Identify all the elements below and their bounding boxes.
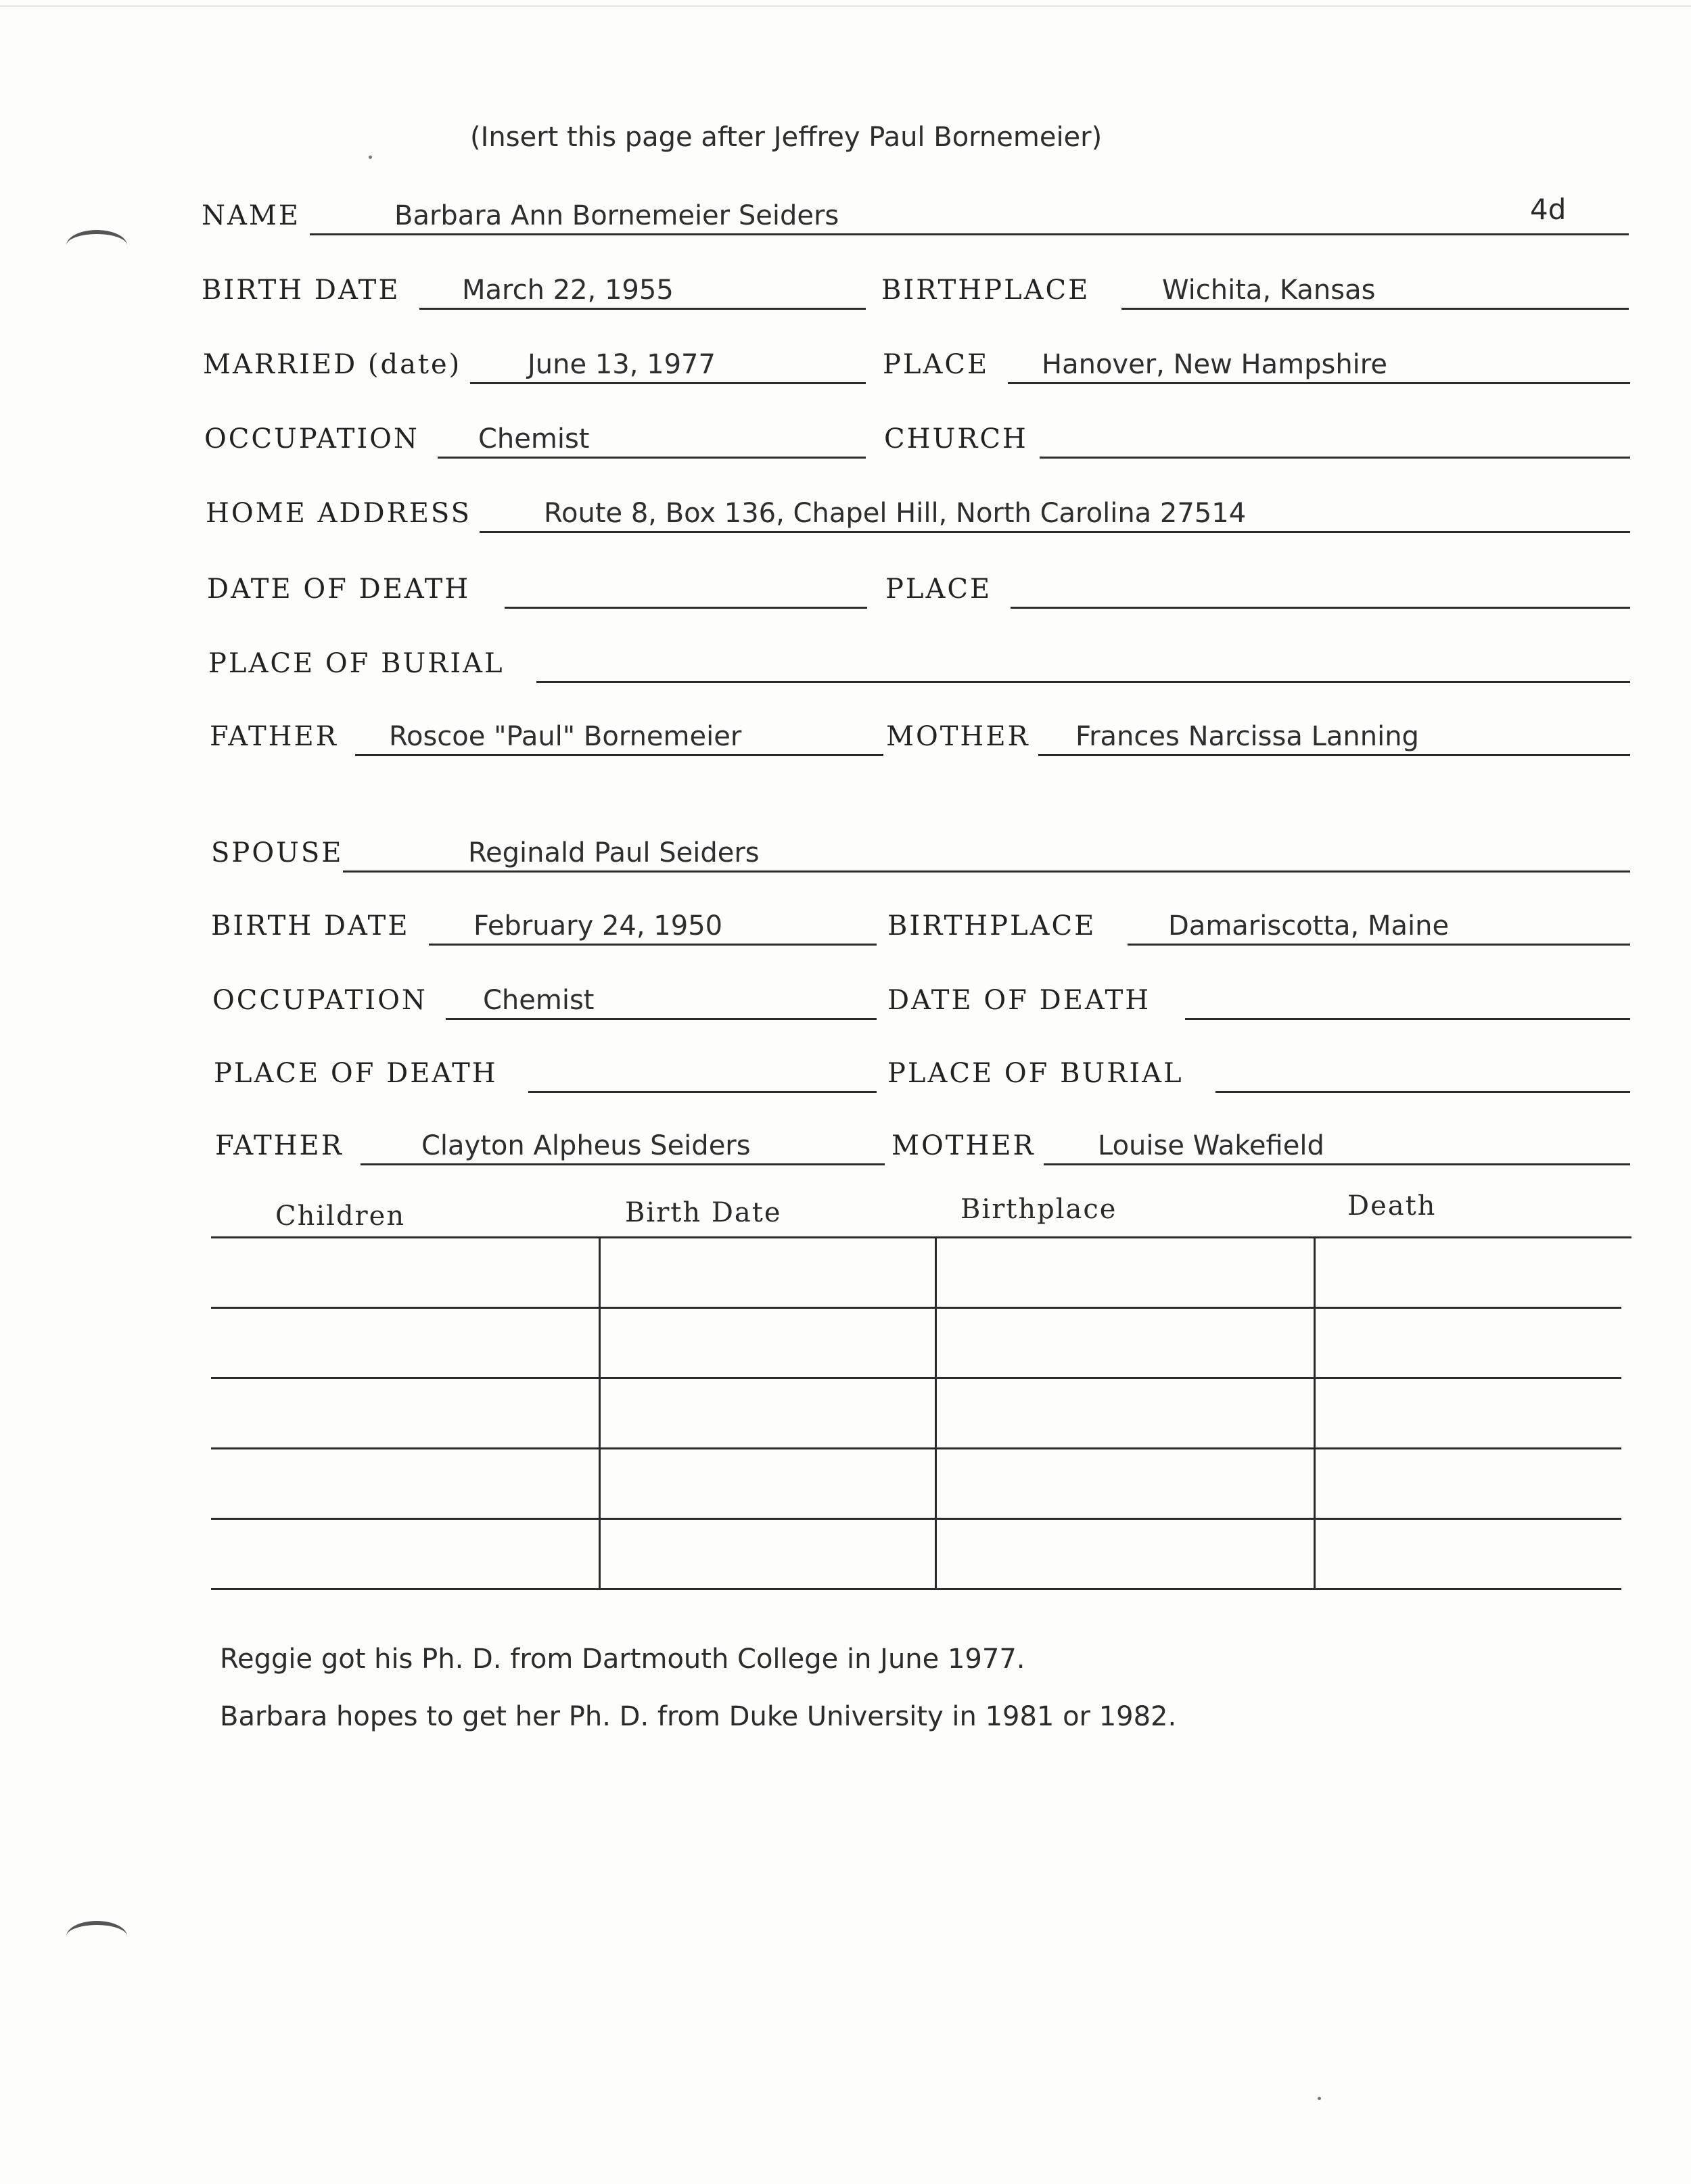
spouse-occupation-field[interactable]	[212, 974, 877, 1021]
spouse-birth-row	[211, 900, 1630, 947]
church-field[interactable]	[884, 413, 1630, 460]
spouse-father-value: Clayton Alpheus Seiders	[421, 1130, 751, 1161]
death-header: Death	[1347, 1190, 1437, 1222]
spouse-burial-field[interactable]	[887, 1047, 1630, 1094]
death-row	[207, 563, 1630, 610]
table-cell-birthplace[interactable]	[937, 1309, 1311, 1376]
spouse-place-of-death-field[interactable]	[214, 1047, 877, 1094]
table-cell-birthplace[interactable]	[937, 1520, 1311, 1587]
spouse-occupation-label: OCCUPATION	[212, 985, 427, 1016]
table-cell-birthplace[interactable]	[937, 1450, 1311, 1516]
home-address-field[interactable]	[206, 487, 1630, 534]
married-date-label: MARRIED (date)	[203, 349, 462, 380]
spouse-occupation-row	[212, 974, 1630, 1021]
birthplace-header: Birthplace	[960, 1194, 1117, 1225]
burial-label: PLACE OF BURIAL	[208, 648, 505, 679]
paper-speck	[369, 156, 372, 159]
church-line	[1040, 457, 1630, 459]
home-address-line	[480, 531, 1630, 533]
spouse-label: SPOUSE	[211, 837, 344, 868]
spouse-date-of-death-label: DATE OF DEATH	[887, 985, 1151, 1016]
name-value: Barbara Ann Bornemeier Seiders	[394, 200, 839, 231]
spouse-occupation-line	[446, 1018, 877, 1020]
burial-field[interactable]	[208, 637, 1630, 684]
birth-date-field[interactable]	[202, 264, 866, 311]
spouse-birth-date-value: February 24, 1950	[473, 910, 723, 942]
burial-row	[208, 637, 1630, 684]
date-of-death-label: DATE OF DEATH	[207, 574, 471, 605]
table-cell-birth-date[interactable]	[601, 1520, 933, 1587]
mother-line	[1038, 754, 1630, 756]
spouse-birthplace-label: BIRTHPLACE	[887, 910, 1096, 942]
table-cell-death[interactable]	[1316, 1520, 1621, 1587]
date-of-death-line	[505, 607, 867, 609]
table-row-rule	[211, 1447, 1621, 1449]
home-address-value: Route 8, Box 136, Chapel Hill, North Carolina 27514	[544, 498, 1247, 529]
table-cell-child[interactable]	[211, 1309, 597, 1376]
father-line	[355, 754, 883, 756]
name-row	[202, 189, 1629, 237]
spouse-mother-label: MOTHER	[891, 1130, 1036, 1161]
table-cell-child[interactable]	[211, 1239, 597, 1305]
table-cell-death[interactable]	[1316, 1450, 1621, 1516]
married-date-value: June 13, 1977	[528, 349, 716, 380]
spouse-date-of-death-field[interactable]	[887, 974, 1630, 1021]
spouse-father-label: FATHER	[215, 1130, 344, 1161]
church-label: CHURCH	[884, 423, 1028, 455]
mother-field[interactable]	[886, 710, 1630, 758]
spouse-value: Reginald Paul Seiders	[468, 837, 760, 868]
occupation-value: Chemist	[478, 423, 590, 455]
married-place-label: PLACE	[883, 349, 990, 380]
death-place-label: PLACE	[885, 574, 992, 605]
table-cell-birth-date[interactable]	[601, 1309, 933, 1376]
children-header: Children	[275, 1201, 406, 1232]
parents-row	[210, 710, 1630, 758]
occupation-label: OCCUPATION	[204, 423, 419, 455]
spouse-date-of-death-line	[1185, 1018, 1630, 1020]
binder-hole-mark	[66, 230, 127, 261]
name-field[interactable]	[202, 189, 1629, 237]
birth-date-header: Birth Date	[625, 1197, 782, 1228]
table-cell-birthplace[interactable]	[937, 1380, 1311, 1446]
table-cell-child[interactable]	[211, 1450, 597, 1516]
table-column-divider	[599, 1236, 601, 1588]
table-cell-birth-date[interactable]	[601, 1380, 933, 1446]
spouse-birthplace-line	[1128, 944, 1630, 946]
death-place-line	[1011, 607, 1630, 609]
mother-value: Frances Narcissa Lanning	[1075, 721, 1419, 752]
name-line	[310, 233, 1629, 235]
birthplace-value: Wichita, Kansas	[1162, 275, 1376, 306]
spouse-father-line	[361, 1163, 885, 1165]
occupation-field[interactable]	[204, 413, 866, 460]
spouse-father-field[interactable]	[215, 1119, 885, 1167]
note-line: Reggie got his Ph. D. from Dartmouth College in June 1977.	[220, 1644, 1025, 1675]
birth-row	[202, 264, 1629, 311]
spouse-mother-line	[1044, 1163, 1630, 1165]
spouse-place-of-death-line	[528, 1091, 877, 1093]
burial-line	[536, 681, 1630, 683]
spouse-burial-label: PLACE OF BURIAL	[887, 1058, 1184, 1089]
paper-speck	[1318, 2097, 1321, 2100]
birthplace-field[interactable]	[881, 264, 1629, 311]
paper-edge	[0, 5, 1691, 7]
table-cell-birth-date[interactable]	[601, 1450, 933, 1516]
table-cell-death[interactable]	[1316, 1309, 1621, 1376]
table-row-rule	[211, 1307, 1621, 1309]
spouse-birth-date-line	[429, 944, 877, 946]
married-place-line	[1008, 382, 1630, 384]
birth-date-value: March 22, 1955	[462, 275, 674, 306]
table-cell-child[interactable]	[211, 1520, 597, 1587]
home-address-row	[206, 487, 1630, 534]
spouse-birth-date-field[interactable]	[211, 900, 877, 947]
spouse-death-row	[214, 1047, 1630, 1094]
death-place-field[interactable]	[885, 563, 1630, 610]
page-number: 4d	[1530, 193, 1567, 226]
birthplace-line	[1121, 308, 1629, 310]
married-date-line	[470, 382, 866, 384]
spouse-birthplace-value: Damariscotta, Maine	[1168, 910, 1450, 942]
birth-date-line	[419, 308, 866, 310]
table-column-divider	[935, 1236, 937, 1588]
married-place-value: Hanover, New Hampshire	[1042, 349, 1387, 380]
insert-instruction: (Insert this page after Jeffrey Paul Bornemeier)	[470, 122, 1103, 153]
spouse-birth-date-label: BIRTH DATE	[211, 910, 410, 942]
table-cell-child[interactable]	[211, 1380, 597, 1446]
table-bottom-rule	[211, 1588, 1621, 1590]
table-column-divider	[1314, 1236, 1316, 1588]
father-label: FATHER	[210, 721, 338, 752]
home-address-label: HOME ADDRESS	[206, 498, 471, 529]
table-row-rule	[211, 1377, 1621, 1379]
name-label: NAME	[202, 200, 301, 231]
spouse-birthplace-field[interactable]	[887, 900, 1630, 947]
note-line: Barbara hopes to get her Ph. D. from Duke University in 1981 or 1982.	[220, 1701, 1177, 1732]
birth-date-label: BIRTH DATE	[202, 275, 400, 306]
binder-hole-mark	[66, 1921, 127, 1952]
mother-label: MOTHER	[886, 721, 1030, 752]
birthplace-label: BIRTHPLACE	[881, 275, 1090, 306]
spouse-parents-row	[215, 1119, 1630, 1167]
married-row	[203, 338, 1630, 386]
spouse-row	[211, 827, 1630, 874]
date-of-death-field[interactable]	[207, 563, 867, 610]
spouse-mother-value: Louise Wakefield	[1098, 1130, 1324, 1161]
occupation-line	[438, 457, 866, 459]
table-cell-death[interactable]	[1316, 1380, 1621, 1446]
table-row-rule	[211, 1518, 1621, 1520]
spouse-field[interactable]	[211, 827, 1630, 874]
occupation-row	[204, 413, 1630, 460]
table-header-rule	[211, 1236, 1631, 1238]
spouse-place-of-death-label: PLACE OF DEATH	[214, 1058, 498, 1089]
married-date-field[interactable]	[203, 338, 866, 386]
children-table	[211, 1190, 1631, 1610]
table-cell-birth-date[interactable]	[601, 1239, 933, 1305]
spouse-mother-field[interactable]	[891, 1119, 1630, 1167]
spouse-line	[343, 870, 1630, 873]
spouse-burial-line	[1215, 1091, 1630, 1093]
table-cell-death[interactable]	[1316, 1239, 1621, 1305]
father-value: Roscoe "Paul" Bornemeier	[389, 721, 742, 752]
table-cell-birthplace[interactable]	[937, 1239, 1311, 1305]
father-field[interactable]	[210, 710, 883, 758]
married-place-field[interactable]	[883, 338, 1630, 386]
spouse-occupation-value: Chemist	[483, 985, 595, 1016]
